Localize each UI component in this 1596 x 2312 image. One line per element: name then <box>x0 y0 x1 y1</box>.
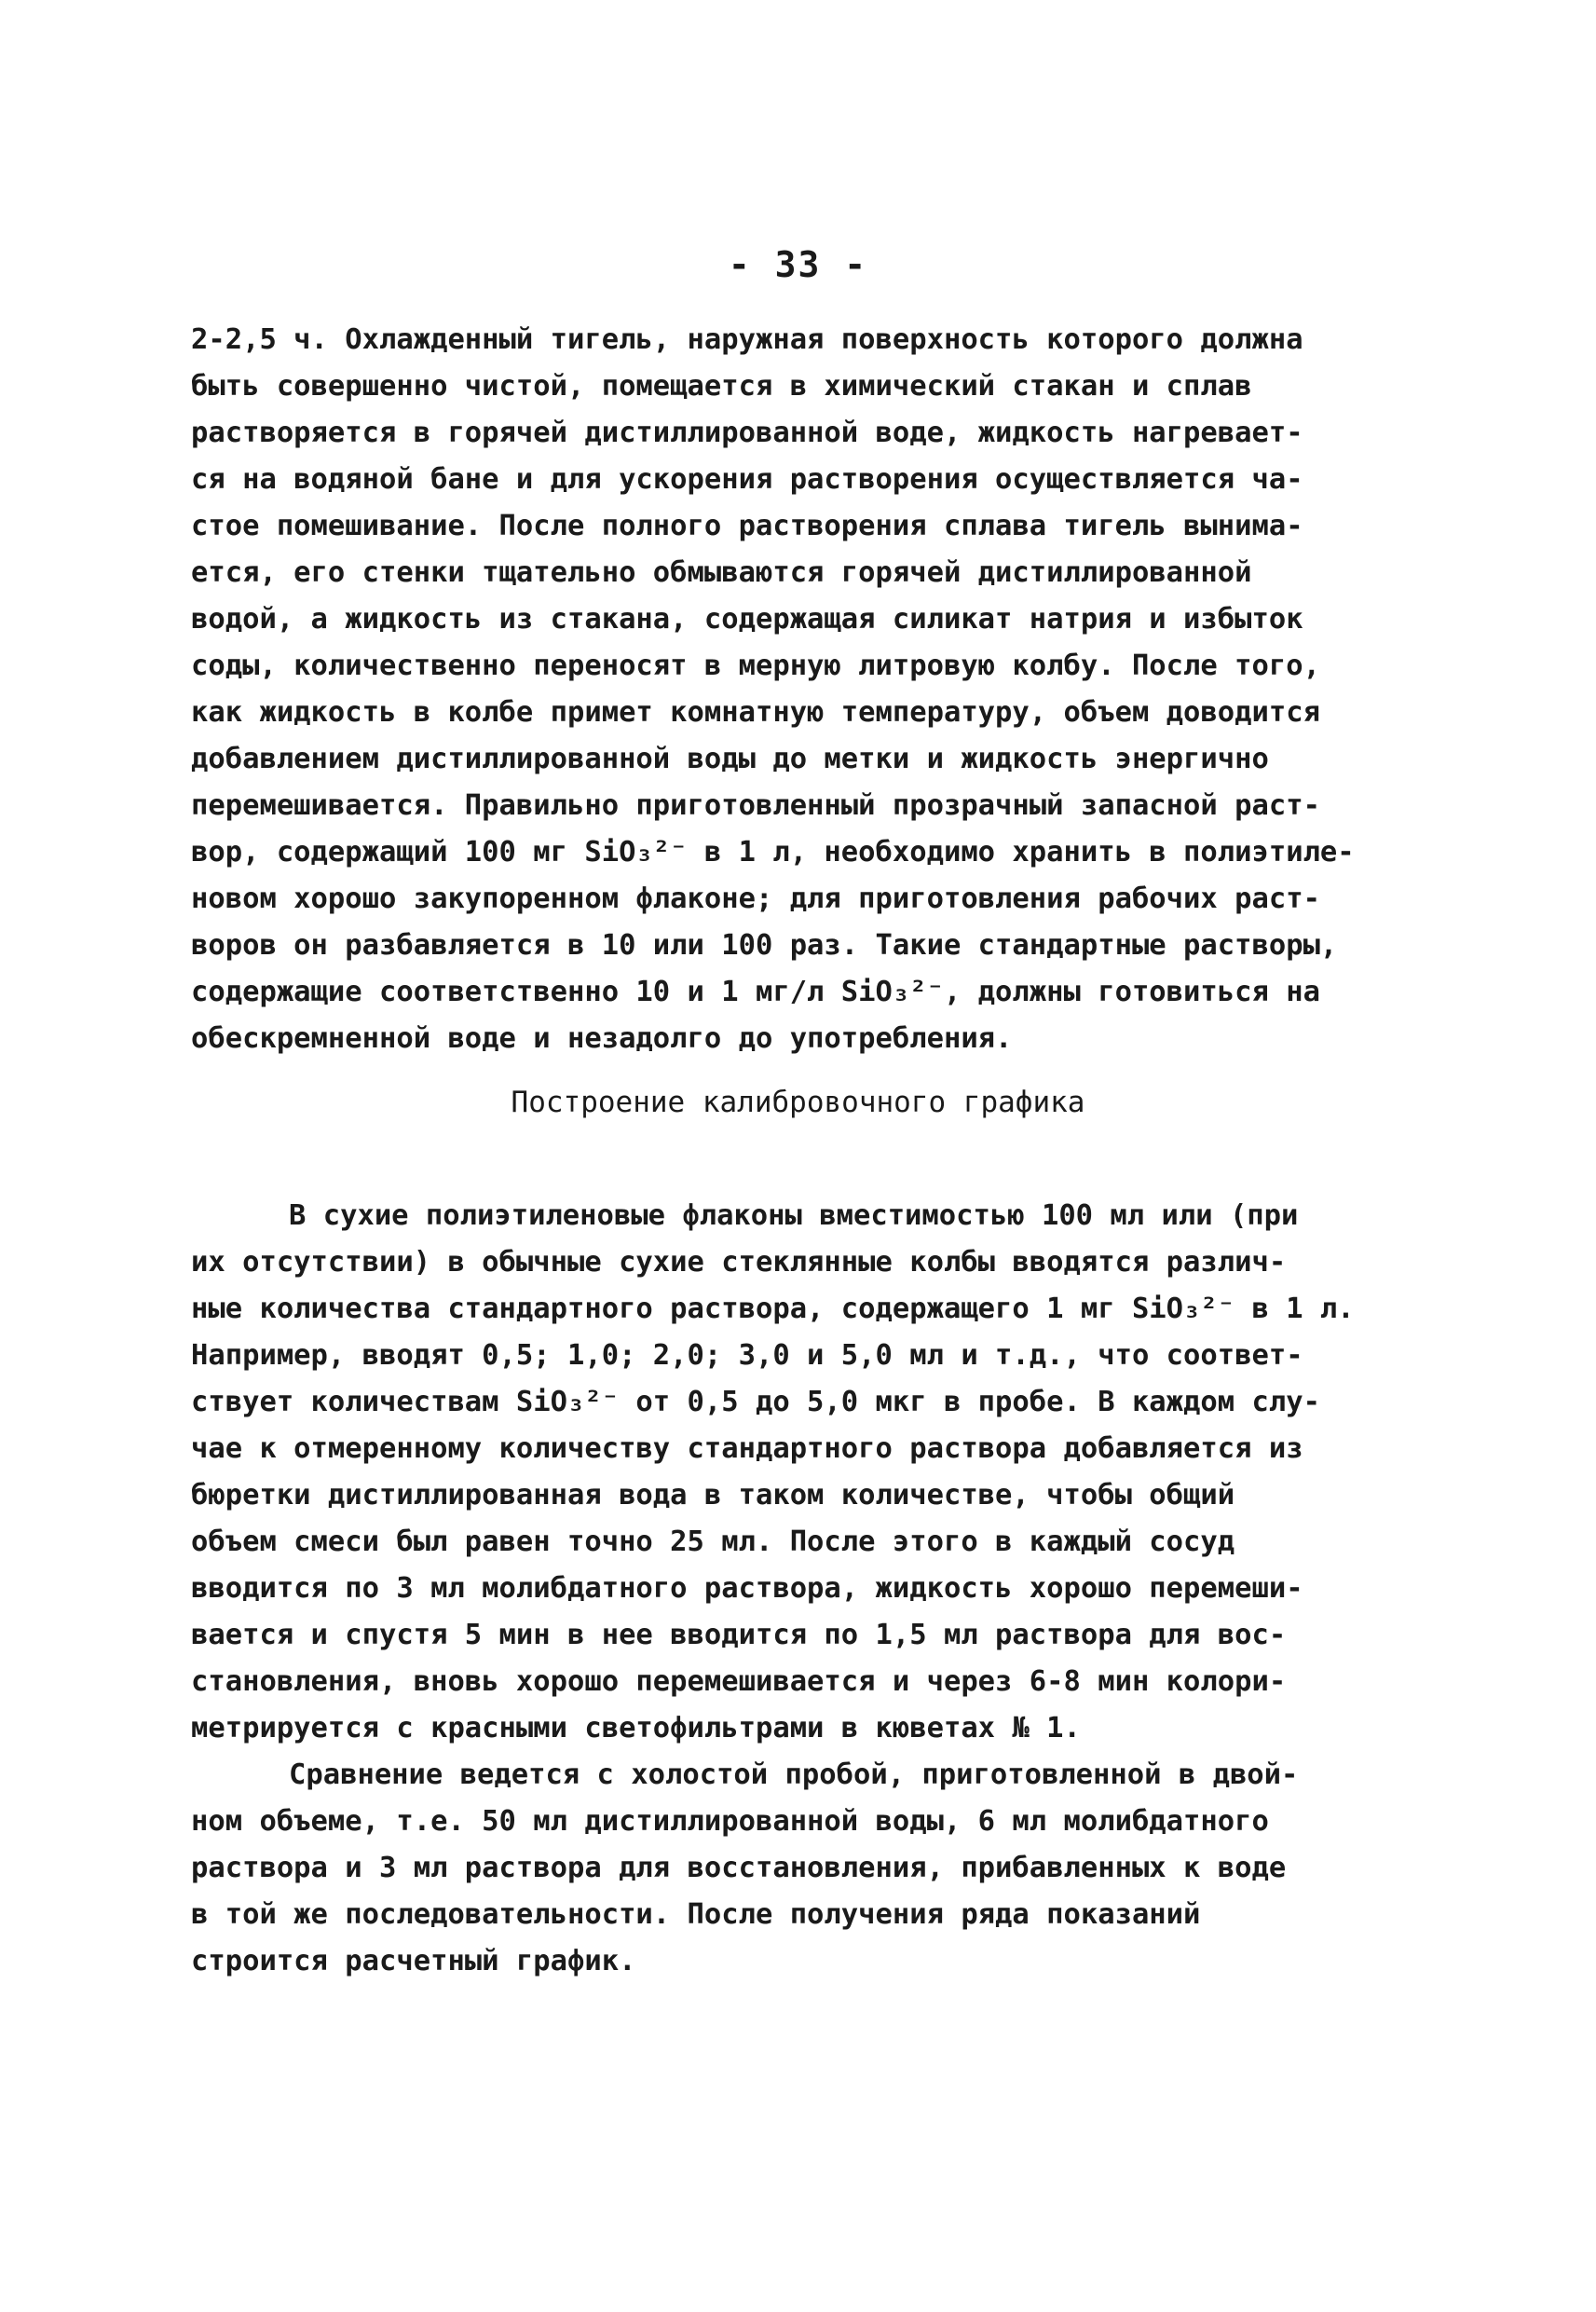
text-line: в той же последовательности. После получения ряда показаний <box>191 1898 1201 1931</box>
text-line: как жидкость в колбе примет комнатную температуру, объем доводится <box>191 696 1320 729</box>
text-line: ном объеме, т.е. 50 мл дистиллированной воды, 6 мл молибдатного <box>191 1805 1269 1838</box>
text-line: В сухие полиэтиленовые флаконы вместимостью 100 мл или (при <box>289 1199 1299 1232</box>
text-line: вводится по 3 мл молибдатного раствора, жидкость хорошо перемеши- <box>191 1572 1303 1605</box>
text-line: 2-2,5 ч. Охлажденный тигель, наружная поверхность которого должна <box>191 323 1303 356</box>
text-line: их отсутствии) в обычные сухие стеклянные колбы вводятся различ- <box>191 1246 1287 1279</box>
text-line: ется, его стенки тщательно обмываются горячей дистиллированной <box>191 556 1252 589</box>
text-line: становления, вновь хорошо перемешивается и через 6-8 мин колори- <box>191 1665 1287 1698</box>
text-line: бюретки дистиллированная вода в таком количестве, чтобы общий <box>191 1479 1235 1512</box>
text-line: вается и спустя 5 мин в нее вводится по 1,5 мл раствора для вос- <box>191 1619 1287 1651</box>
text-line: раствора и 3 мл раствора для восстановления, прибавленных к воде <box>191 1852 1287 1884</box>
text-line: стое помешивание. После полного растворения сплава тигель вынима- <box>191 510 1303 542</box>
text-line: растворяется в горячей дистиллированной воде, жидкость нагревает- <box>191 417 1303 449</box>
text-line: добавлением дистиллированной воды до метки и жидкость энергично <box>191 743 1269 775</box>
text-line: чае к отмеренному количеству стандартного раствора добавляется из <box>191 1432 1303 1465</box>
section-heading: Построение калибровочного графика <box>511 1086 1085 1119</box>
text-line: Сравнение ведется с холостой пробой, приготовленной в двой- <box>289 1758 1299 1791</box>
paragraph-1 <box>191 317 1439 1062</box>
text-line: ные количества стандартного раствора, содержащего 1 мг SiO₃²⁻ в 1 л. <box>191 1293 1355 1325</box>
text-line: Например, вводят 0,5; 1,0; 2,0; 3,0 и 5,0 мл и т.д., что соответ- <box>191 1339 1303 1372</box>
text-line: ствует количествам SiO₃²⁻ от 0,5 до 5,0 мкг в пробе. В каждом слу- <box>191 1386 1320 1418</box>
text-line: быть совершенно чистой, помещается в химический стакан и сплав <box>191 370 1252 403</box>
text-line: объем смеси был равен точно 25 мл. После этого в каждый сосуд <box>191 1525 1235 1558</box>
text-line: воров он разбавляется в 10 или 100 раз. Такие стандартные растворы, <box>191 929 1338 962</box>
text-line: вор, содержащий 100 мг SiO₃²⁻ в 1 л, необходимо хранить в полиэтиле- <box>191 836 1355 869</box>
paragraph-2 <box>191 1193 1439 1985</box>
text-line: перемешивается. Правильно приготовленный прозрачный запасной раст- <box>191 789 1320 822</box>
text-line: новом хорошо закупоренном флаконе; для приготовления рабочих раст- <box>191 882 1320 915</box>
text-line: содержащие соответственно 10 и 1 мг/л SiO₃²⁻, должны готовиться на <box>191 976 1320 1008</box>
text-line: водой, а жидкость из стакана, содержащая силикат натрия и избыток <box>191 603 1303 636</box>
text-line: строится расчетный график. <box>191 1945 636 1977</box>
text-line: метрируется с красными светофильтрами в кюветах № 1. <box>191 1712 1081 1744</box>
text-line: ся на водяной бане и для ускорения растворения осуществляется ча- <box>191 463 1303 496</box>
page-number: - 33 - <box>728 244 868 285</box>
text-line: обескремненной воде и незадолго до употребления. <box>191 1022 1013 1055</box>
text-line: соды, количественно переносят в мерную литровую колбу. После того, <box>191 650 1320 682</box>
